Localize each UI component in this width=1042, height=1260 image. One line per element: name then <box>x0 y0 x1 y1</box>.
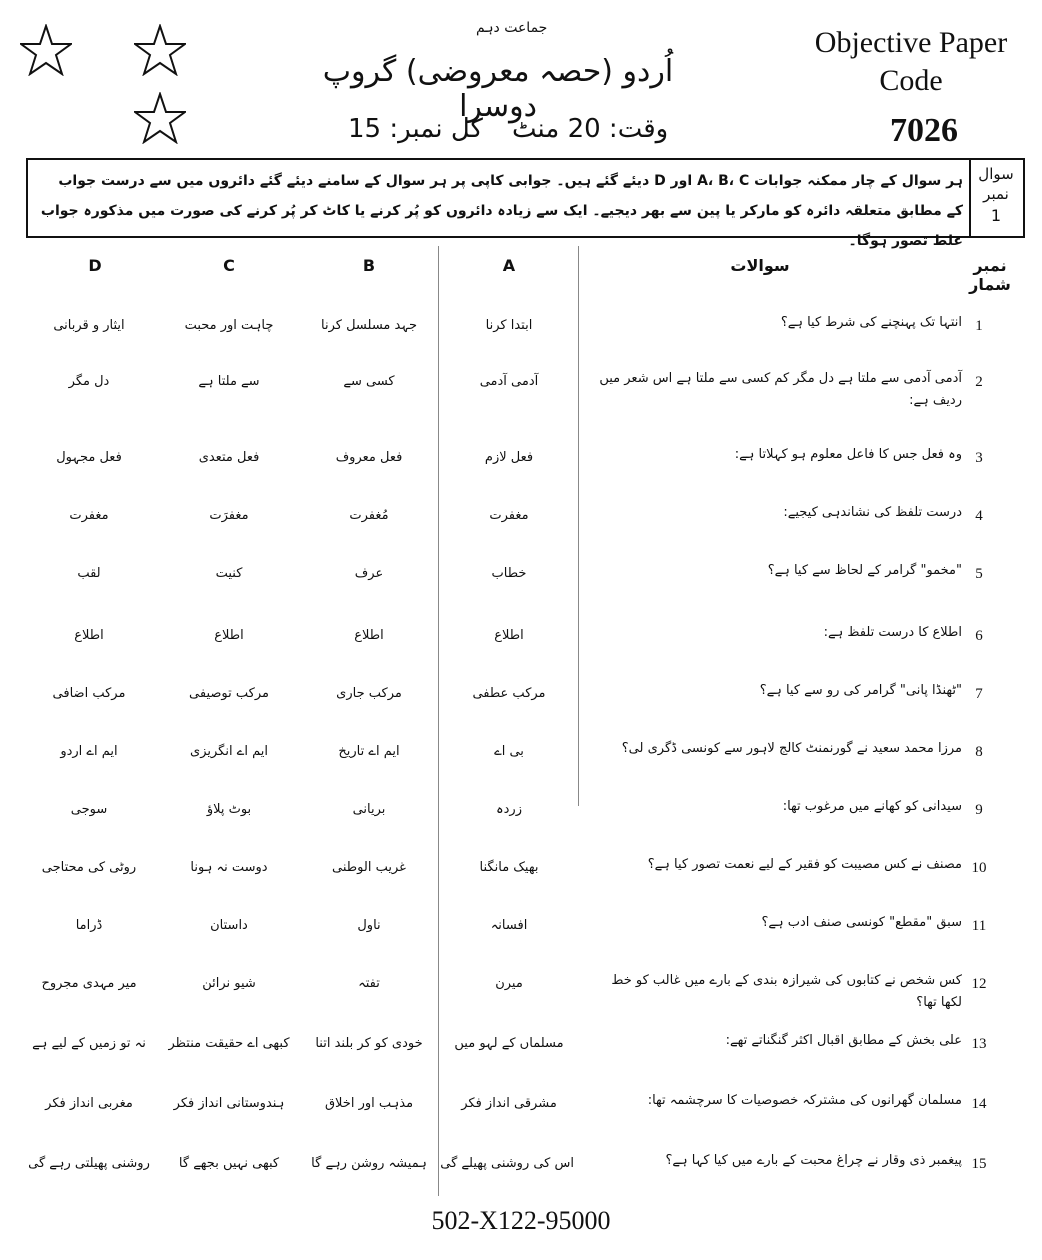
option-c: کبھی نہیں بجھے گا <box>178 1156 280 1171</box>
option-c: شیو نرائن <box>202 976 256 991</box>
header-b: B <box>362 256 376 275</box>
option-a: اس کی روشنی پھیلے گی <box>440 1156 574 1171</box>
option-d: ایثار و قربانی <box>53 318 125 333</box>
option-b: فعل معروف <box>335 450 403 465</box>
option-d: روشنی پھیلتی رہے گی <box>28 1156 150 1171</box>
question-number: 13 <box>971 1036 987 1052</box>
question-number: 3 <box>975 450 983 466</box>
question-text: علی بخش کے مطابق اقبال اکثر گنگناتے تھے: <box>725 1033 962 1048</box>
table-row <box>0 784 1042 842</box>
question-number: 15 <box>971 1156 987 1172</box>
option-a: افسانہ <box>490 918 528 933</box>
question-label: سوال نمبر <box>978 165 1014 203</box>
option-b: اطلاع <box>354 628 384 643</box>
option-d: نہ تو زمیں کے لیے ہے <box>32 1036 146 1051</box>
question-number: 10 <box>971 860 987 876</box>
table-row <box>0 300 1042 358</box>
option-d: دل مگر <box>68 374 110 389</box>
option-a: مغفرت <box>489 508 529 523</box>
question-number: 2 <box>975 374 983 390</box>
option-d: مرکب اضافی <box>52 686 126 701</box>
option-b: کسی سے <box>343 374 395 389</box>
question-text: سیدانی کو کھانے میں مرغوب تھا: <box>782 799 962 814</box>
table-row <box>0 1018 1042 1076</box>
option-b: عرف <box>354 566 384 581</box>
question-number: 9 <box>975 802 983 818</box>
option-b: ایم اے تاریخ <box>338 744 400 759</box>
question-text: پیغمبر ذی وقار نے چراغ محبت کے بارے میں کیا کہا ہے؟ <box>665 1153 962 1168</box>
class-label: جماعت دہم <box>476 20 548 36</box>
paper-code: 7026 <box>890 112 958 149</box>
star-icon <box>134 92 186 144</box>
option-c: داستان <box>210 918 248 933</box>
subject-title: اُردو (حصہ معروضی) گروپ دوسرا <box>322 54 674 124</box>
option-d: ڈراما <box>75 918 103 933</box>
question-text: مرزا محمد سعید نے گورنمنٹ کالج لاہور سے کونسی ڈگری لی؟ <box>621 741 962 756</box>
question-text: درست تلفظ کی نشاندہی کیجیے: <box>783 505 962 520</box>
option-c: فعل متعدی <box>198 450 260 465</box>
paper-type-block <box>796 24 1026 100</box>
question-number: 14 <box>971 1096 987 1112</box>
question-text: سبق "مقطع" کونسی صنف ادب ہے؟ <box>761 915 962 930</box>
header-number: نمبر شمار <box>969 256 1011 294</box>
question-number: 8 <box>975 744 983 760</box>
question-number: 1 <box>975 318 983 334</box>
option-c: چاہت اور محبت <box>184 318 274 333</box>
option-c: کنیت <box>215 566 243 581</box>
question-number: 1 <box>990 206 1002 225</box>
time-label: وقت: 20 منٹ <box>512 114 669 144</box>
marks-label: کل نمبر: 15 <box>348 114 483 144</box>
table-row <box>0 668 1042 726</box>
option-b: مُغفرت <box>349 508 389 523</box>
option-c: سے ملتا ہے <box>198 374 260 389</box>
star-icon <box>20 24 72 76</box>
option-c: مرکب توصیفی <box>189 686 269 701</box>
question-text: انتہا تک پہنچنے کی شرط کیا ہے؟ <box>780 315 962 330</box>
question-text: مصنف نے کس مصیبت کو فقیر کے لیے نعمت تصور کیا ہے؟ <box>647 857 962 872</box>
question-text: "مخمو" گرامر کے لحاظ سے کیا ہے؟ <box>767 563 962 578</box>
option-a: زردہ <box>496 802 522 817</box>
option-b: غریب الوطنی <box>332 860 406 875</box>
option-b: بریانی <box>352 802 386 817</box>
option-d: روٹی کی محتاجی <box>41 860 137 875</box>
option-c: کبھی اے حقیقت منتظر <box>168 1036 290 1051</box>
header-d: D <box>88 256 102 275</box>
option-b: جہد مسلسل کرنا <box>321 318 417 333</box>
star-icon <box>134 24 186 76</box>
option-a: مرکب عطفی <box>472 686 546 701</box>
option-d: مغفرت <box>69 508 109 523</box>
question-number: 12 <box>971 976 987 992</box>
divider <box>969 160 971 236</box>
question-text: "ٹھنڈا پانی" گرامر کی رو سے کیا ہے؟ <box>759 683 962 698</box>
option-b: تفتہ <box>358 976 380 991</box>
option-a: میرن <box>495 976 523 991</box>
option-a: اطلاع <box>494 628 524 643</box>
question-text: وہ فعل جس کا فاعل معلوم ہو کہلاتا ہے: <box>734 447 962 462</box>
paper-type: Objective Paper <box>814 26 1008 59</box>
table-row <box>0 548 1042 606</box>
table-row <box>0 490 1042 548</box>
header-questions: سوالات <box>730 256 790 275</box>
option-a: آدمی آدمی <box>479 374 539 389</box>
option-c: ایم اے انگریزی <box>190 744 268 759</box>
option-c: مغفرَت <box>209 508 249 523</box>
table-row <box>0 900 1042 958</box>
question-text: آدمی آدمی سے ملتا ہے دل مگر کم کسی سے ملتا ہے اس شعر میں ردیف ہے: <box>599 371 962 408</box>
option-a: بی اے <box>494 744 524 759</box>
option-a: مشرقی انداز فکر <box>461 1096 557 1111</box>
option-b: ناول <box>357 918 381 933</box>
question-number: 11 <box>971 918 987 934</box>
option-d: سوجی <box>70 802 108 817</box>
question-number: 4 <box>975 508 983 524</box>
footer-code: 502-X122-95000 <box>431 1206 611 1235</box>
question-text: اطلاع کا درست تلفظ ہے: <box>823 625 962 640</box>
table-row <box>0 958 1042 1016</box>
option-a: ابتدا کرنا <box>485 318 533 333</box>
header-c: C <box>223 256 235 275</box>
option-a: فعل لازم <box>484 450 534 465</box>
table-row <box>0 1138 1042 1196</box>
option-c: ہندوستانی انداز فکر <box>173 1096 285 1111</box>
table-row <box>0 726 1042 784</box>
option-c: دوست نہ ہونا <box>190 860 268 875</box>
code-label: Code <box>879 64 943 97</box>
question-number: 6 <box>975 628 983 644</box>
instructions-text: ہر سوال کے چار ممکنہ جوابات A، B، C اور D دیئے گئے ہیں۔ جوابی کاپی پر ہر سوال کے سامنے دیئے گئے دائروں میں سے درست جواب کے مطابق متعلقہ دائرہ کو مارکر یا پین سے بھر دیجیے۔ ایک سے زیادہ دائروں کو پُر کرنے یا کاٹ کر پُر کرنے کی صورت میں مذکورہ جواب غلط تصور ہوگا۔ <box>40 173 963 249</box>
option-a: مسلماں کے لہو میں <box>454 1036 564 1051</box>
option-a: بھیک مانگنا <box>479 860 539 875</box>
option-c: بوٹ پلاؤ <box>206 802 252 817</box>
option-d: اطلاع <box>74 628 104 643</box>
option-d: ایم اے اردو <box>60 744 118 759</box>
question-number: 5 <box>975 566 983 582</box>
table-row <box>0 610 1042 668</box>
table-row <box>0 432 1042 490</box>
table-row <box>0 356 1042 414</box>
question-number: 7 <box>975 686 983 702</box>
option-a: خطاب <box>491 566 527 581</box>
header-a: A <box>502 256 516 275</box>
option-b: خودی کو کر بلند اتنا <box>315 1036 423 1051</box>
option-d: لقب <box>77 566 101 581</box>
option-c: اطلاع <box>214 628 244 643</box>
option-b: مرکب جاری <box>336 686 402 701</box>
option-d: فعل مجہول <box>56 450 122 465</box>
question-text: کس شخص نے کتابوں کی شیرازہ بندی کے بارے میں غالب کو خط لکھا تھا؟ <box>611 973 962 1010</box>
option-d: مغربی انداز فکر <box>45 1096 133 1111</box>
question-text: مسلمان گھرانوں کی مشترکہ خصوصیات کا سرچشمہ تھا: <box>647 1093 962 1108</box>
option-d: میر مہدی مجروح <box>41 976 137 991</box>
instructions-box <box>26 158 1025 249</box>
option-b: ہمیشہ روشن رہے گا <box>311 1156 427 1171</box>
table-row <box>0 1078 1042 1136</box>
option-b: مذہب اور اخلاق <box>324 1096 414 1111</box>
table-row <box>0 842 1042 900</box>
